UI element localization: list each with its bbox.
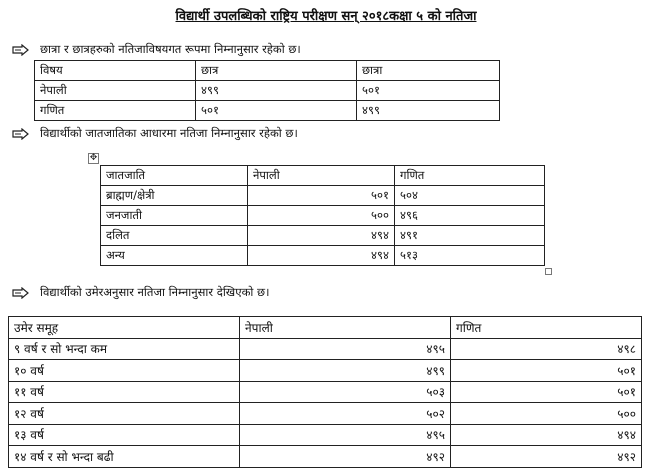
pointing-hand-icon: [12, 287, 30, 299]
table-header-cell: नेपाली: [248, 166, 395, 186]
section-1-bullet: [12, 42, 301, 57]
table-header-cell: छात्र: [196, 61, 357, 81]
ethnicity-table: [100, 165, 545, 266]
table-row: [9, 381, 642, 403]
table-row: [9, 338, 642, 360]
table-row: [35, 81, 500, 101]
table-cell: ५०१: [248, 186, 395, 206]
table-cell: ९ वर्ष र सो भन्दा कम: [9, 338, 240, 360]
table-cell: १४ वर्ष र सो भन्दा बढी: [9, 446, 240, 468]
table-cell: ४९४: [451, 424, 642, 446]
table-header-cell: नेपाली: [240, 317, 451, 339]
table-header-row: [101, 166, 545, 186]
table-cell: अन्य: [101, 246, 248, 266]
table-cell: ४९१: [395, 226, 545, 246]
table-cell: ५०१: [451, 381, 642, 403]
table-row: [101, 186, 545, 206]
table-header-row: [9, 317, 642, 339]
table-cell: जनजाती: [101, 206, 248, 226]
table-cell: १३ वर्ष: [9, 424, 240, 446]
table-cell: ४९२: [240, 446, 451, 468]
table-row: [9, 424, 642, 446]
resize-handle-icon[interactable]: [545, 268, 552, 275]
move-handle-icon[interactable]: ✥: [89, 153, 98, 163]
table-cell: ५०१: [357, 81, 500, 101]
section-2-text: विद्यार्थीको जातजातिका आधारमा नतिजा निम्नानुसार रहेको छ।: [40, 126, 298, 140]
table-row: [101, 246, 545, 266]
table-header-cell: गणित: [451, 317, 642, 339]
pointing-hand-icon: [12, 44, 30, 56]
pointing-hand-icon: [12, 128, 30, 140]
table-row: [35, 101, 500, 121]
table-cell: ५०३: [240, 381, 451, 403]
table-cell: ५००: [248, 206, 395, 226]
table-row: [101, 226, 545, 246]
table-cell: ५०१: [196, 101, 357, 121]
gender-subject-table: [34, 60, 500, 121]
table-cell: ११ वर्ष: [9, 381, 240, 403]
table-cell: ५०२: [240, 403, 451, 425]
table-cell: ४९२: [451, 446, 642, 468]
table-cell: १० वर्ष: [9, 360, 240, 382]
table-cell: ४९९: [196, 81, 357, 101]
table-cell: ५००: [451, 403, 642, 425]
section-3-text: विद्यार्थीको उमेरअनुसार नतिजा निम्नानुसार देखिएको छ।: [40, 285, 270, 299]
table-cell: ४९९: [240, 360, 451, 382]
table-header-cell: गणित: [395, 166, 545, 186]
table-row: [9, 403, 642, 425]
table-header-row: [35, 61, 500, 81]
section-2-bullet: [12, 126, 298, 141]
table-cell: ४९५: [240, 338, 451, 360]
table-cell: ५०४: [395, 186, 545, 206]
table-cell: ब्राह्मण/क्षेत्री: [101, 186, 248, 206]
table-cell: ४९५: [240, 424, 451, 446]
table-row: [101, 206, 545, 226]
table-cell: ५०१: [451, 360, 642, 382]
table-cell: ४९९: [357, 101, 500, 121]
table-cell: ४९८: [451, 338, 642, 360]
table-cell: दलित: [101, 226, 248, 246]
section-3-bullet: [12, 285, 269, 300]
table-header-cell: उमेर समूह: [9, 317, 240, 339]
table-cell: ४९४: [248, 246, 395, 266]
table-header-cell: विषय: [35, 61, 196, 81]
table-row: [9, 360, 642, 382]
section-1-text: छात्रा र छात्रहरुको नतिजाविषयगत रूपमा निम्नानुसार रहेको छ।: [40, 42, 301, 56]
table-cell: ४९४: [248, 226, 395, 246]
table-header-cell: छात्रा: [357, 61, 500, 81]
table-cell: ४९६: [395, 206, 545, 226]
page-title: विद्यार्थी उपलब्धिको राष्ट्रिय परीक्षण सन् २०१८कक्षा ५ को नतिजा: [175, 9, 477, 24]
table-cell: गणित: [35, 101, 196, 121]
table-cell: ५१३: [395, 246, 545, 266]
table-row: [9, 446, 642, 468]
table-cell: नेपाली: [35, 81, 196, 101]
age-group-table: [8, 316, 642, 468]
table-cell: १२ वर्ष: [9, 403, 240, 425]
table-header-cell: जातजाति: [101, 166, 248, 186]
